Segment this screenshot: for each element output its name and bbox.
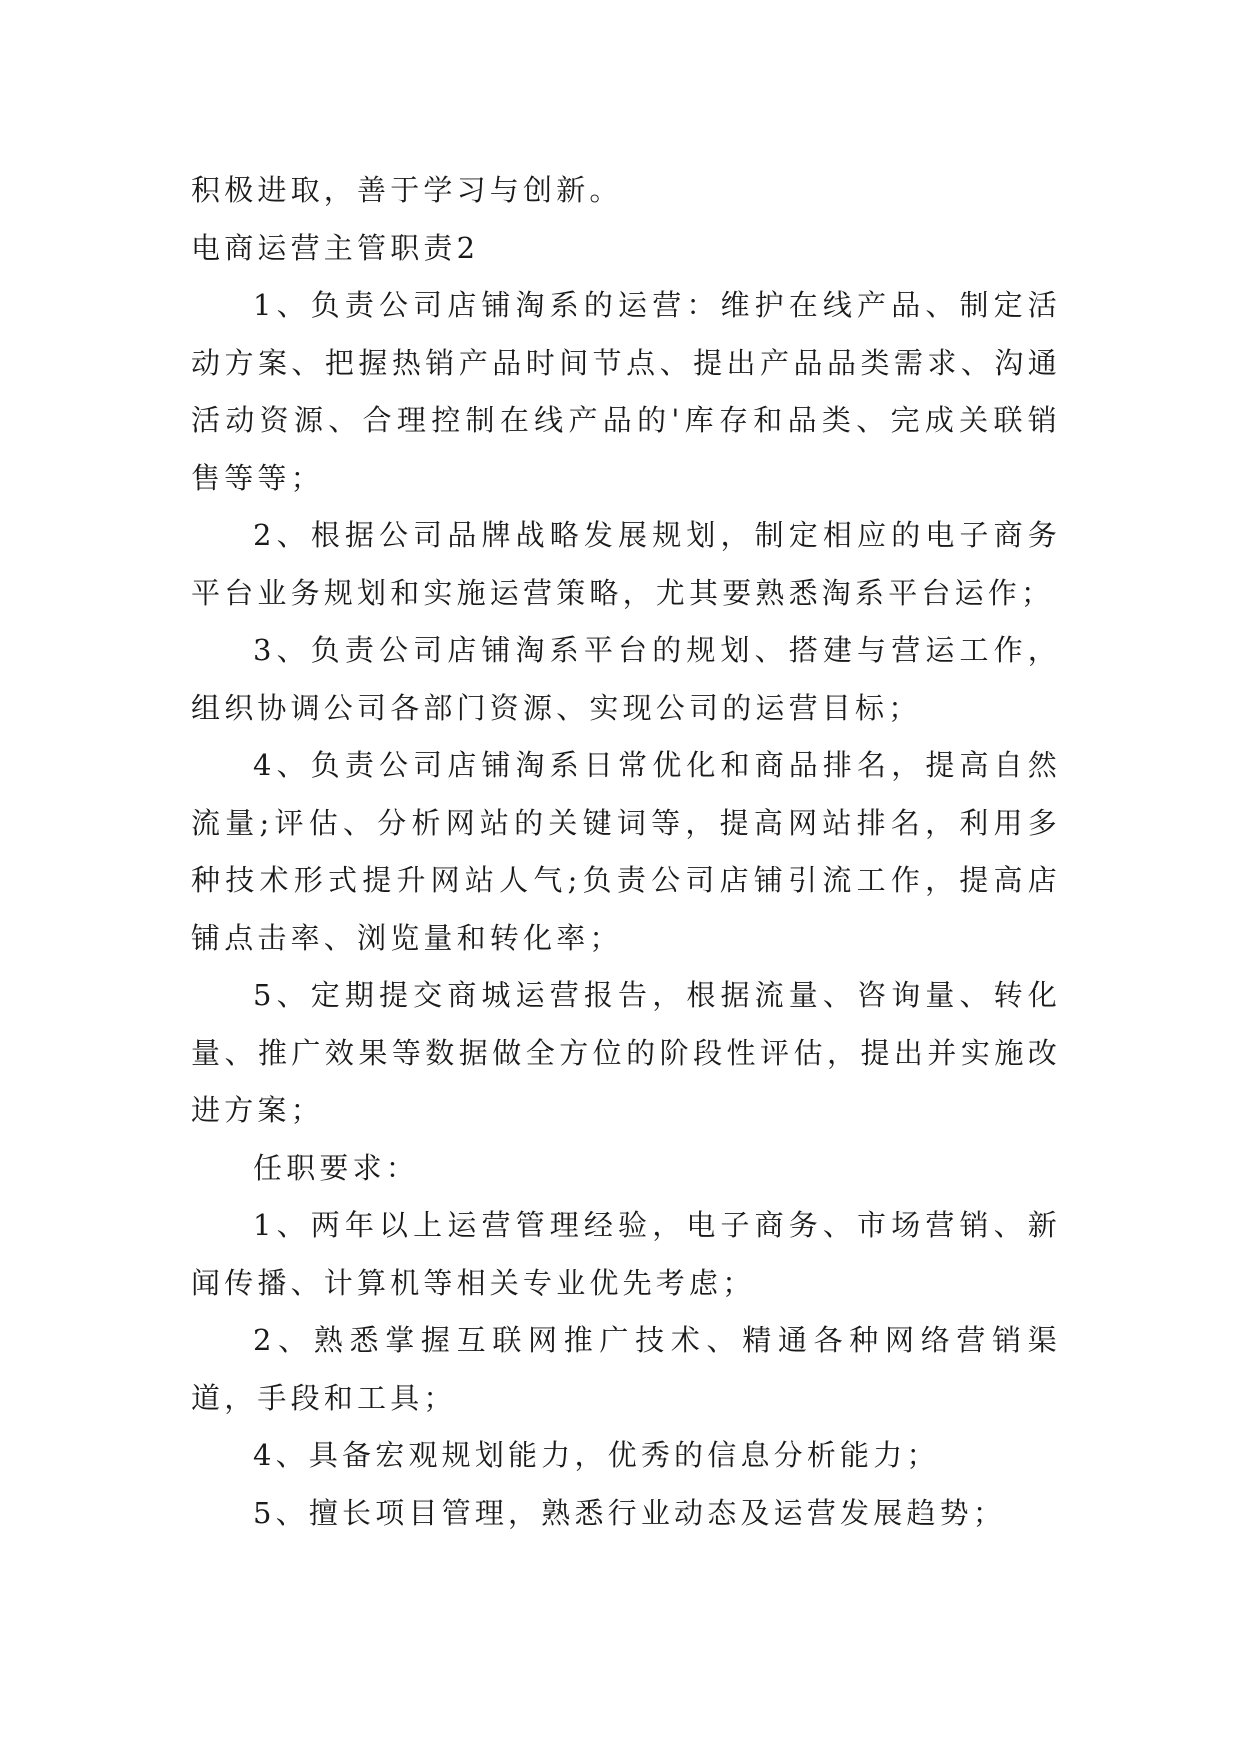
duty-item-4: 4、负责公司店铺淘系日常优化和商品排名，提高自然流量;评估、分析网站的关键词等，提高网站排名，利用多种技术形式提升网站人气;负责公司店铺引流工作，提高店铺点击率、浏览量和转化率； xyxy=(191,748,1061,955)
paragraph-intro-tail: 积极进取，善于学习与创新。 xyxy=(191,173,623,207)
document-body xyxy=(191,162,1061,1542)
duty-item-1: 1、负责公司店铺淘系的运营：维护在线产品、制定活动方案、把握热销产品时间节点、提出产品品类需求、沟通活动资源、合理控制在线产品的'库存和品类、完成关联销售等等； xyxy=(191,288,1061,495)
requirement-item-5: 5、擅长项目管理，熟悉行业动态及运营发展趋势； xyxy=(253,1495,1007,1530)
duty-item-5: 5、定期提交商城运营报告，根据流量、咨询量、转化量、推广效果等数据做全方位的阶段性评估，提出并实施改进方案； xyxy=(191,978,1061,1127)
requirements-heading: 任职要求： xyxy=(253,1150,420,1185)
duty-item-3: 3、负责公司店铺淘系平台的规划、搭建与营运工作，组织协调公司各部门资源、实现公司的运营目标； xyxy=(191,633,1061,725)
requirement-item-1: 1、两年以上运营管理经验，电子商务、市场营销、新闻传播、计算机等相关专业优先考虑； xyxy=(191,1208,1061,1300)
requirement-item-2: 2、熟悉掌握互联网推广技术、精通各种网络营销渠道，手段和工具； xyxy=(191,1323,1061,1415)
duty-item-2: 2、根据公司品牌战略发展规划，制定相应的电子商务平台业务规划和实施运营策略，尤其要熟悉淘系平台运作； xyxy=(191,518,1061,610)
requirement-item-4: 4、具备宏观规划能力，优秀的信息分析能力； xyxy=(253,1438,940,1472)
section-heading: 电商运营主管职责2 xyxy=(191,230,480,265)
